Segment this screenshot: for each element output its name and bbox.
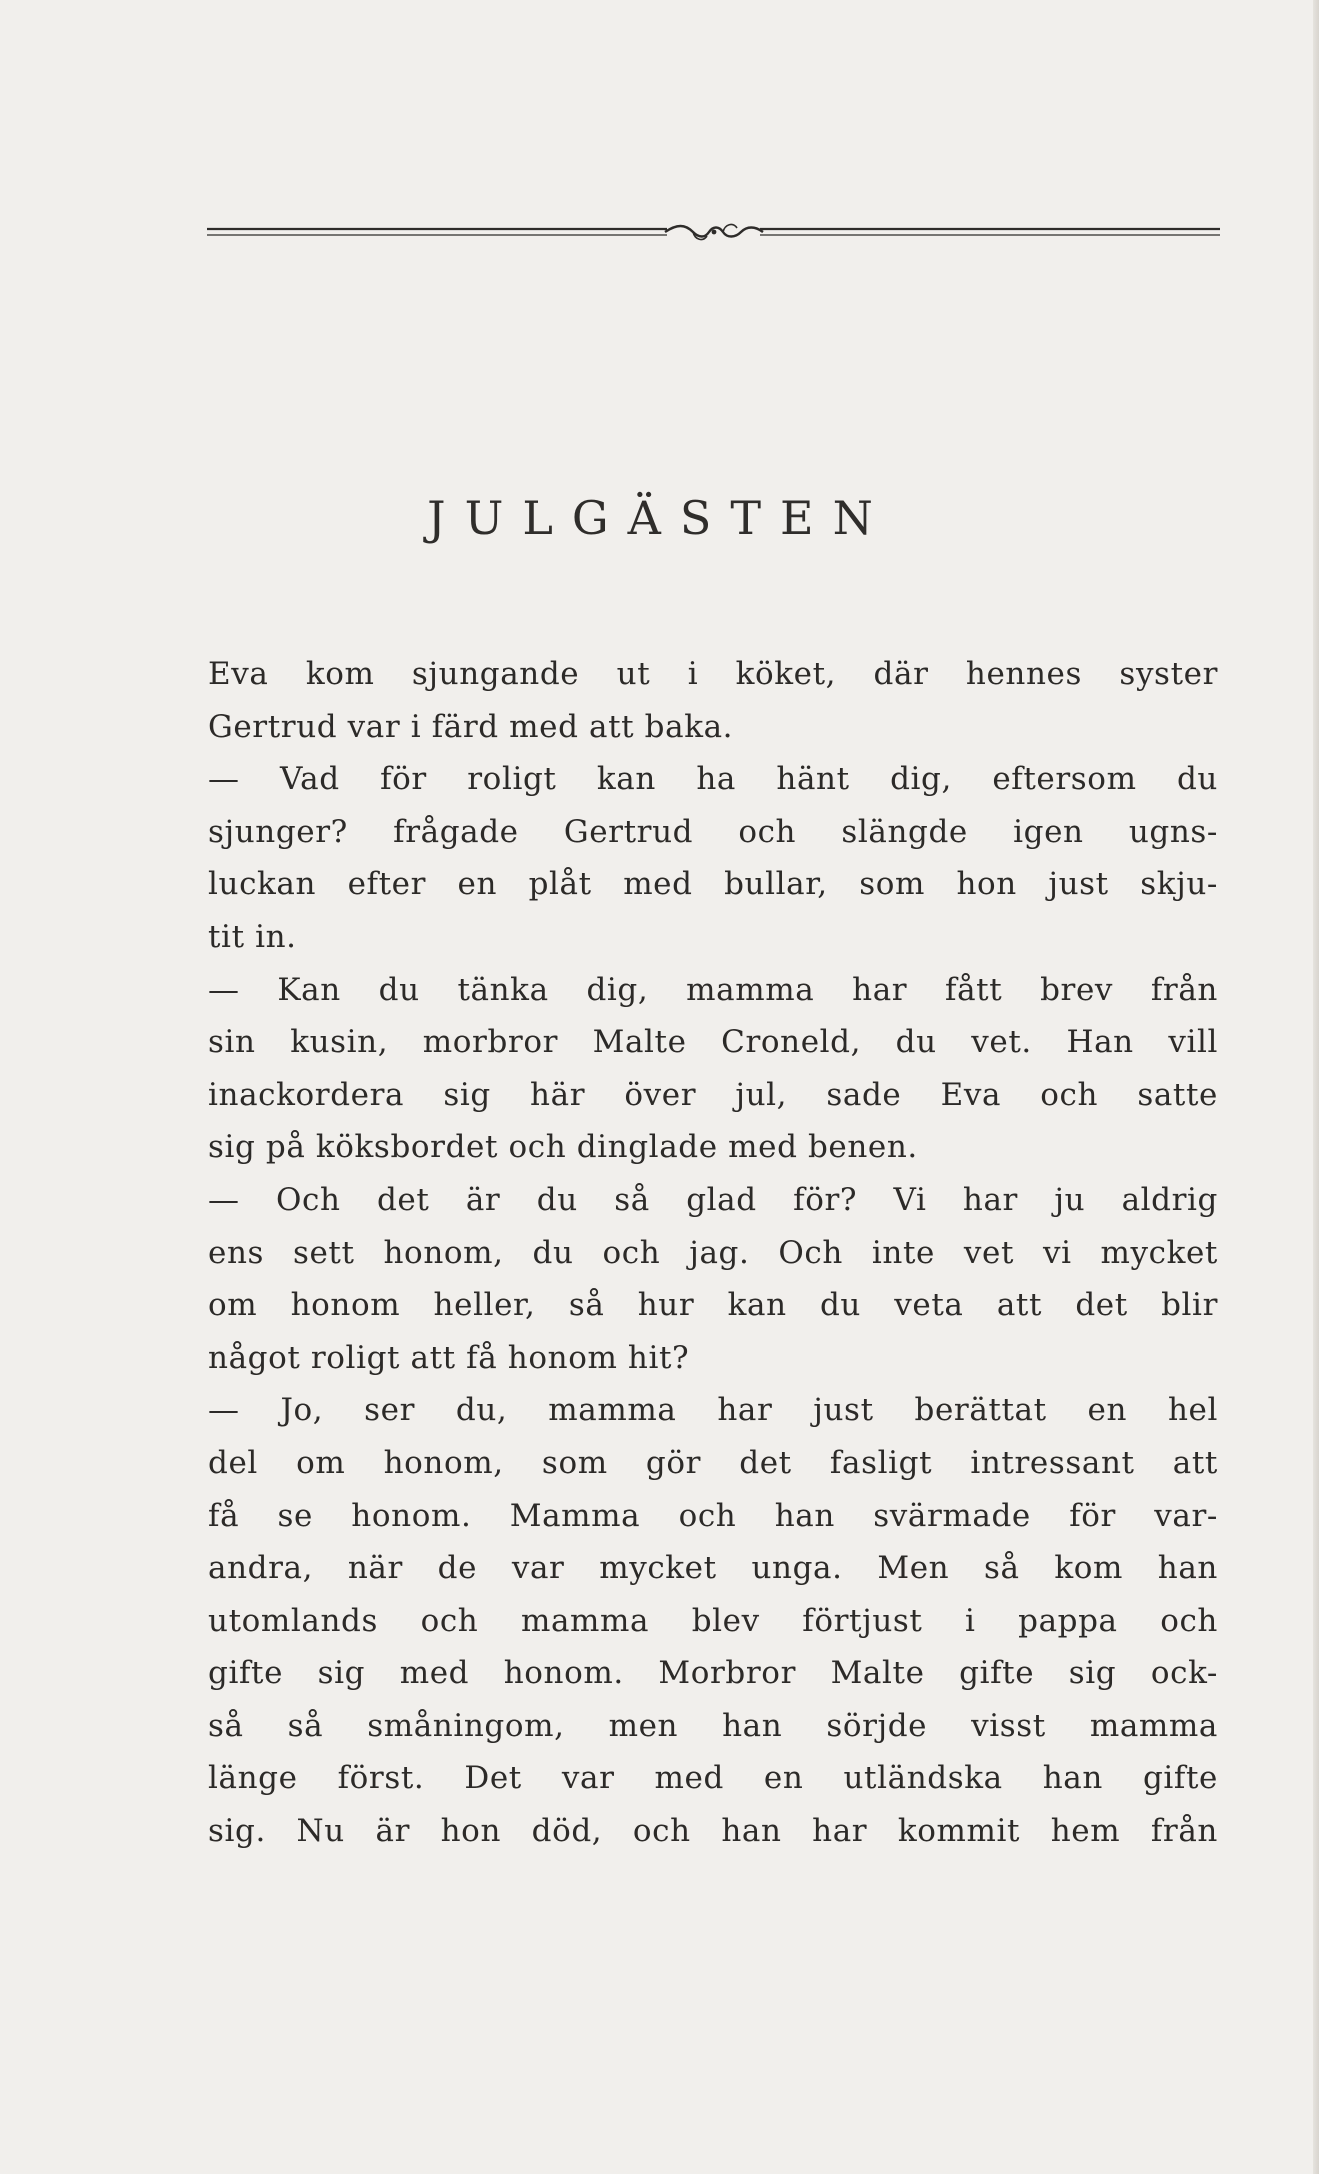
text-line: om honom heller, så hur kan du veta att det blir xyxy=(208,1287,1218,1324)
text-line: sin kusin, morbror Malte Croneld, du vet. Han vill xyxy=(208,1024,1218,1061)
text-line: — Jo, ser du, mamma har just berättat en hel xyxy=(208,1392,1218,1429)
text-line: få se honom. Mamma och han svärmade för var- xyxy=(208,1497,1218,1534)
text-line: länge först. Det var med en utländska han gifte xyxy=(208,1760,1218,1797)
text-line: tit in. xyxy=(208,918,297,955)
ornamental-rule xyxy=(207,222,1220,244)
text-line: del om honom, som gör det fasligt intressant att xyxy=(208,1444,1218,1481)
text-line: utomlands och mamma blev förtjust i pappa och xyxy=(208,1602,1218,1639)
text-line: andra, när de var mycket unga. Men så kom han xyxy=(208,1550,1218,1587)
page-edge xyxy=(1313,0,1319,2174)
text-line: — Vad för roligt kan ha hänt dig, eftersom du xyxy=(208,761,1218,798)
text-line: sig. Nu är hon död, och han har kommit hem från xyxy=(208,1813,1218,1850)
text-line: luckan efter en plåt med bullar, som hon just skju- xyxy=(208,866,1218,903)
text-line: — Kan du tänka dig, mamma har fått brev från xyxy=(208,971,1218,1008)
text-line: så så småningom, men han sörjde visst mamma xyxy=(208,1707,1218,1744)
chapter-text xyxy=(208,648,1218,1858)
text-line: sig på köksbordet och dinglade med benen. xyxy=(208,1129,918,1166)
text-line: gifte sig med honom. Morbror Malte gifte sig ock- xyxy=(208,1655,1218,1692)
text-line: sjunger? frågade Gertrud och slängde igen ugns- xyxy=(208,813,1218,850)
text-line: Gertrud var i färd med att baka. xyxy=(208,708,734,745)
text-line: — Och det är du så glad för? Vi har ju aldrig xyxy=(208,1181,1218,1218)
text-line: inackordera sig här över jul, sade Eva och satte xyxy=(208,1076,1218,1113)
text-line: något roligt att få honom hit? xyxy=(208,1339,690,1376)
text-line: Eva kom sjungande ut i köket, där hennes syster xyxy=(208,656,1218,692)
chapter-title: JULGÄSTEN xyxy=(427,491,892,545)
text-line: ens sett honom, du och jag. Och inte vet vi mycket xyxy=(208,1234,1218,1271)
